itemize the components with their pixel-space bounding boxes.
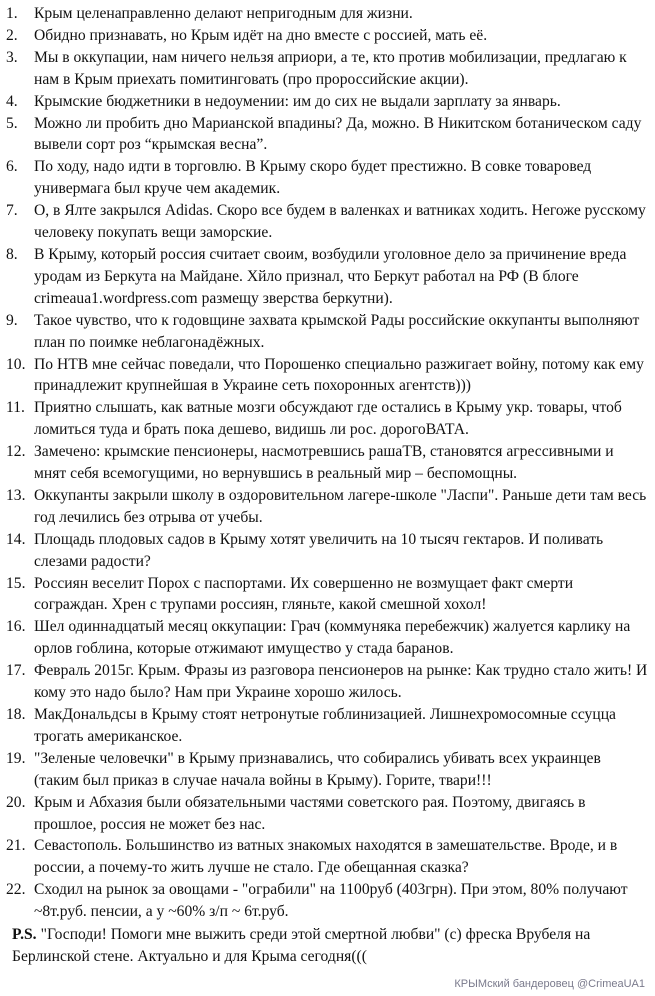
item-number: 17.: [6, 662, 26, 680]
item-text: Крымские бюджетники в недоумении: им до сих не выдали зарплату за январь.: [34, 92, 561, 110]
postscript-text: "Господи! Помоги мне выжить среди этой смертной любви" (с) фреска Врубеля на Берлинской стене. Актуально и для Крыма сегодня(((: [12, 926, 591, 965]
list-item: [6, 485, 649, 529]
watermark-credit: КРЫМский бандеровец @CrimeaUA1: [454, 978, 645, 990]
item-text: Площадь плодовых садов в Крыму хотят увеличить на 10 тысяч гектаров. И поливать слезами радости?: [34, 530, 604, 570]
item-number: 11.: [6, 399, 25, 417]
item-number: 8.: [6, 245, 18, 263]
item-text: Россиян веселит Порох с паспортами. Их совершенно не возмущает факт смерти сограждан. Хрен с трупами россиян, гляньте, какой смешной хохол!: [34, 574, 574, 614]
item-number: 22.: [6, 881, 26, 899]
postscript-label: P.S.: [12, 926, 37, 944]
item-text: Шел одиннадцатый месяц оккупации: Грач (коммуняка перебежчик) жалуется карлику на орлов гоблина, которые отжимают имущество у стада баранов.: [34, 618, 631, 658]
item-number: 9.: [6, 311, 18, 329]
item-number: 20.: [6, 793, 26, 811]
list-item: [6, 835, 649, 879]
item-text: О, в Ялте закрылся Adidas. Скоро все будем в валенках и ватниках ходить. Негоже русскому человеку покупать вещи заморские.: [34, 202, 646, 242]
list-item: [6, 660, 649, 704]
item-text: По НТВ мне сейчас поведали, что Порошенко специально разжигает войну, потому как ему принадлежит крупнейшая в Украине сеть похоронных агентств))): [34, 355, 644, 395]
postscript: [6, 924, 649, 968]
list-item: [6, 113, 649, 157]
item-number: 12.: [6, 443, 26, 461]
item-number: 3.: [6, 48, 18, 66]
item-text: Обидно признавать, но Крым идёт на дно вместе с россией, мать её.: [34, 26, 488, 44]
item-number: 5.: [6, 114, 18, 132]
item-text: Крым целенаправленно делают непригодным для жизни.: [34, 5, 413, 22]
list-item: [6, 441, 649, 485]
list-item: [6, 704, 649, 748]
list-item: [6, 879, 649, 923]
item-number: 16.: [6, 618, 26, 636]
list-item: [6, 200, 649, 244]
list-item: [6, 3, 649, 25]
item-text: МакДональдсы в Крыму стоят нетронутые гоблинизацией. Лишнехромосомные ссуцца трогать американское.: [34, 706, 616, 745]
item-text: Февраль 2015г. Крым. Фразы из разговора пенсионеров на рынке: Как трудно стало жить! И кому это надо было? Нам при Украине хорошо жилось.: [34, 662, 648, 702]
list-item: [6, 310, 649, 354]
list-item: [6, 792, 649, 836]
item-number: 18.: [6, 706, 26, 723]
item-number: 2.: [6, 26, 18, 44]
item-text: Такое чувство, что к годовщине захвата крымской Рады российские оккупанты выполняют план по поимке неблагонадёжных.: [34, 311, 640, 351]
list-item: [6, 573, 649, 617]
list-item: [6, 354, 649, 398]
item-text: Крым и Абхазия были обязательными частями советского рая. Поэтому, двигаясь в прошлое, россия не может без нас.: [34, 793, 586, 833]
list-item: [6, 156, 649, 200]
list-item: [6, 748, 649, 792]
item-number: 19.: [6, 749, 26, 767]
item-number: 15.: [6, 574, 26, 592]
item-text: По ходу, надо идти в торговлю. В Крыму скоро будет престижно. В совке товаровед универмага был круче чем академик.: [34, 158, 592, 198]
item-text: "Зеленые человечки" в Крыму признавались, что собирались убивать всех украинцев (таким был приказ в случае начала войны в Крыму). Горите, твари!!!: [34, 749, 601, 789]
list-item: [6, 91, 649, 113]
list-item: [6, 244, 649, 310]
item-text: Замечено: крымские пенсионеры, насмотревшись рашаТВ, становятся агрессивными и мнят себя всемогущими, но вернувшись в реальный мир – беспомощны.: [34, 443, 614, 483]
item-number: 1.: [6, 5, 18, 22]
item-text: Севастополь. Большинство из ватных знакомых находятся в замешательстве. Вроде, и в россии, а почему-то жить лучше не стало. Где обещанная сказка?: [34, 837, 618, 877]
item-text: Сходил на рынок за овощами - "ограбили" на 1100руб (403грн). При этом, 80% получают ~8т.руб. пенсии, а у ~60% з/п ~ 6т.руб.: [34, 881, 628, 921]
item-number: 6.: [6, 158, 18, 176]
item-number: 21.: [6, 837, 26, 855]
item-text: Оккупанты закрыли школу в оздоровительном лагере-школе "Ласпи". Раньше дети там весь год лечились без отрыва от учебы.: [34, 486, 647, 526]
list-item: [6, 47, 649, 91]
item-number: 7.: [6, 202, 18, 220]
item-number: 10.: [6, 355, 26, 373]
item-text: Приятно слышать, как ватные мозги обсуждают где остались в Крыму укр. товары, чтоб ломиться туда и брать пока дешево, видишь ли рос. дорогоВАТА.: [34, 399, 622, 439]
item-text: В Крыму, который россия считает своим, возбудили уголовное дело за причинение вреда уродам из Беркута на Майдане. Хйло признал, что Беркут работал на РФ (В блоге crimeaua1.wordpress.com размещу зверства беркутни).: [34, 245, 627, 307]
item-number: 13.: [6, 486, 26, 504]
list-item: [6, 616, 649, 660]
numbered-list: [6, 3, 649, 923]
list-item: [6, 25, 649, 47]
list-item: [6, 529, 649, 573]
list-item: [6, 397, 649, 441]
item-text: Мы в оккупации, нам ничего нельзя априори, а те, кто против мобилизации, предлагаю к нам в Крым приехать помитинговать (про пророссийские акции).: [34, 48, 627, 88]
item-number: 14.: [6, 530, 26, 548]
item-number: 4.: [6, 92, 18, 110]
item-text: Можно ли пробить дно Марианской впадины? Да, можно. В Никитском ботаническом саду вывели сорт роз “крымская весна”.: [34, 114, 642, 154]
